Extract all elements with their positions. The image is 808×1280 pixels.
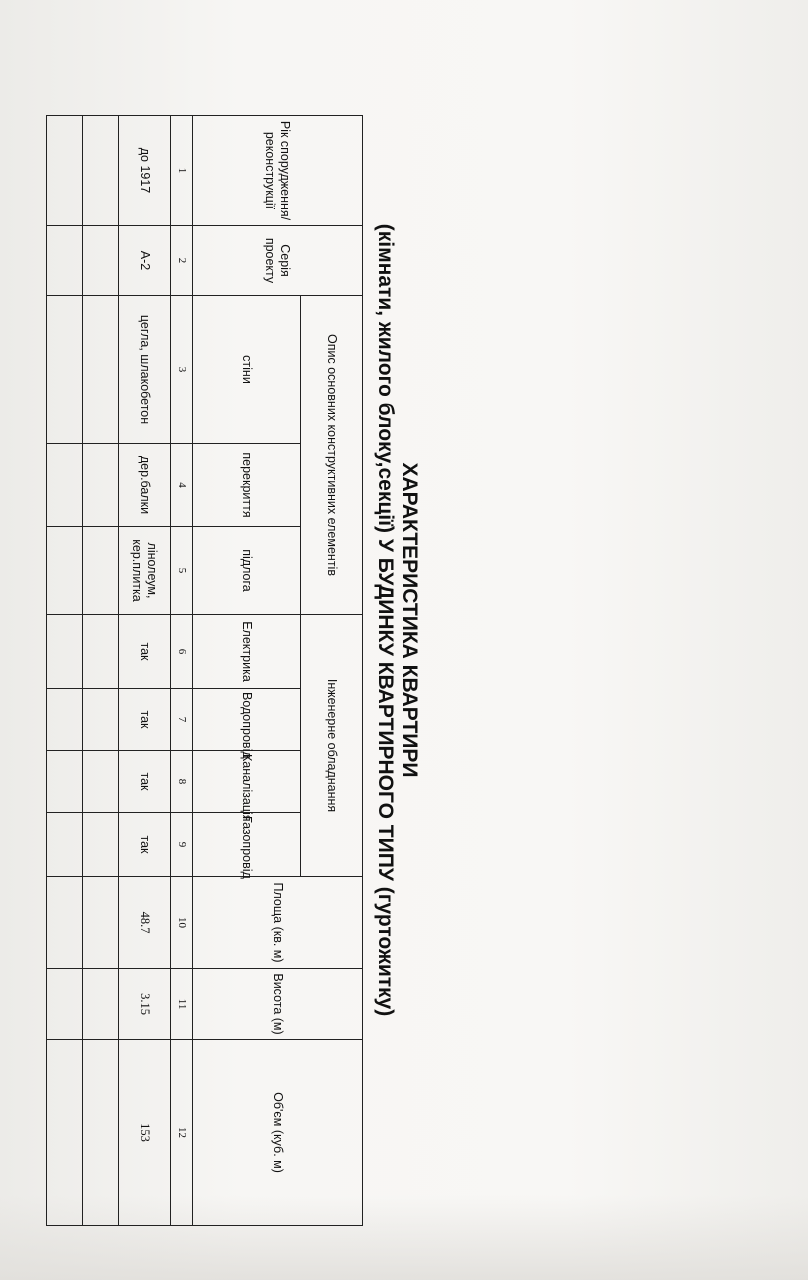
header-floors-ceiling: перекриття [193, 444, 301, 527]
cell-walls: цегла, шлакобетон [119, 296, 171, 444]
header-series: Серія проекту [193, 226, 363, 296]
header-water: Водопровід [193, 689, 301, 751]
cell-series: А-2 [119, 226, 171, 296]
column-number: 2 [171, 226, 193, 296]
empty-table-row [83, 116, 119, 1226]
header-area: Площа (кв. м) [193, 877, 363, 969]
cell-floors-ceiling: дер.балки [119, 444, 171, 527]
cell-year: до 1917 [119, 116, 171, 226]
header-electric: Електрика [193, 615, 301, 689]
cell-gas: так [119, 813, 171, 877]
column-number: 1 [171, 116, 193, 226]
column-number: 11 [171, 969, 193, 1040]
header-volume: Об'єм (куб. м) [193, 1040, 363, 1226]
column-number: 10 [171, 877, 193, 969]
column-number: 6 [171, 615, 193, 689]
rotated-content [101, 115, 421, 1173]
header-floor: підлога [193, 527, 301, 615]
header-height: Висота (м) [193, 969, 363, 1040]
column-number: 5 [171, 527, 193, 615]
title-line-1: ХАРАКТЕРИСТИКА КВАРТИРИ [398, 462, 421, 778]
empty-table-row [47, 116, 83, 1226]
apartment-characteristics-table [46, 115, 363, 1226]
column-number-row [171, 116, 193, 1226]
cell-water: так [119, 689, 171, 751]
cell-volume: 153 [119, 1040, 171, 1226]
header-engineering-group: Інженерне обладнання [301, 615, 363, 877]
column-number: 3 [171, 296, 193, 444]
column-number: 9 [171, 813, 193, 877]
header-sewer: Каналізація [193, 751, 301, 813]
column-number: 4 [171, 444, 193, 527]
cell-electric: так [119, 615, 171, 689]
column-number: 12 [171, 1040, 193, 1226]
cell-floor: лінолеум, кер.плитка [119, 527, 171, 615]
document-title [373, 115, 421, 1125]
column-number: 8 [171, 751, 193, 813]
header-year: Рік спорудження/ реконструкції [193, 116, 363, 226]
title-line-2: (кімнати, жилого блоку,секції) У БУДИНКУ КВАРТИРНОГО ТИПУ (гуртожитку) [374, 223, 397, 1017]
table-row [119, 116, 171, 1226]
column-number: 7 [171, 689, 193, 751]
header-walls: стіни [193, 296, 301, 444]
cell-area: 48.7 [119, 877, 171, 969]
header-description-group: Опис основних конструктивних елементів [301, 296, 363, 615]
header-gas: Газопровід [193, 813, 301, 877]
cell-height: 3.15 [119, 969, 171, 1040]
cell-sewer: так [119, 751, 171, 813]
